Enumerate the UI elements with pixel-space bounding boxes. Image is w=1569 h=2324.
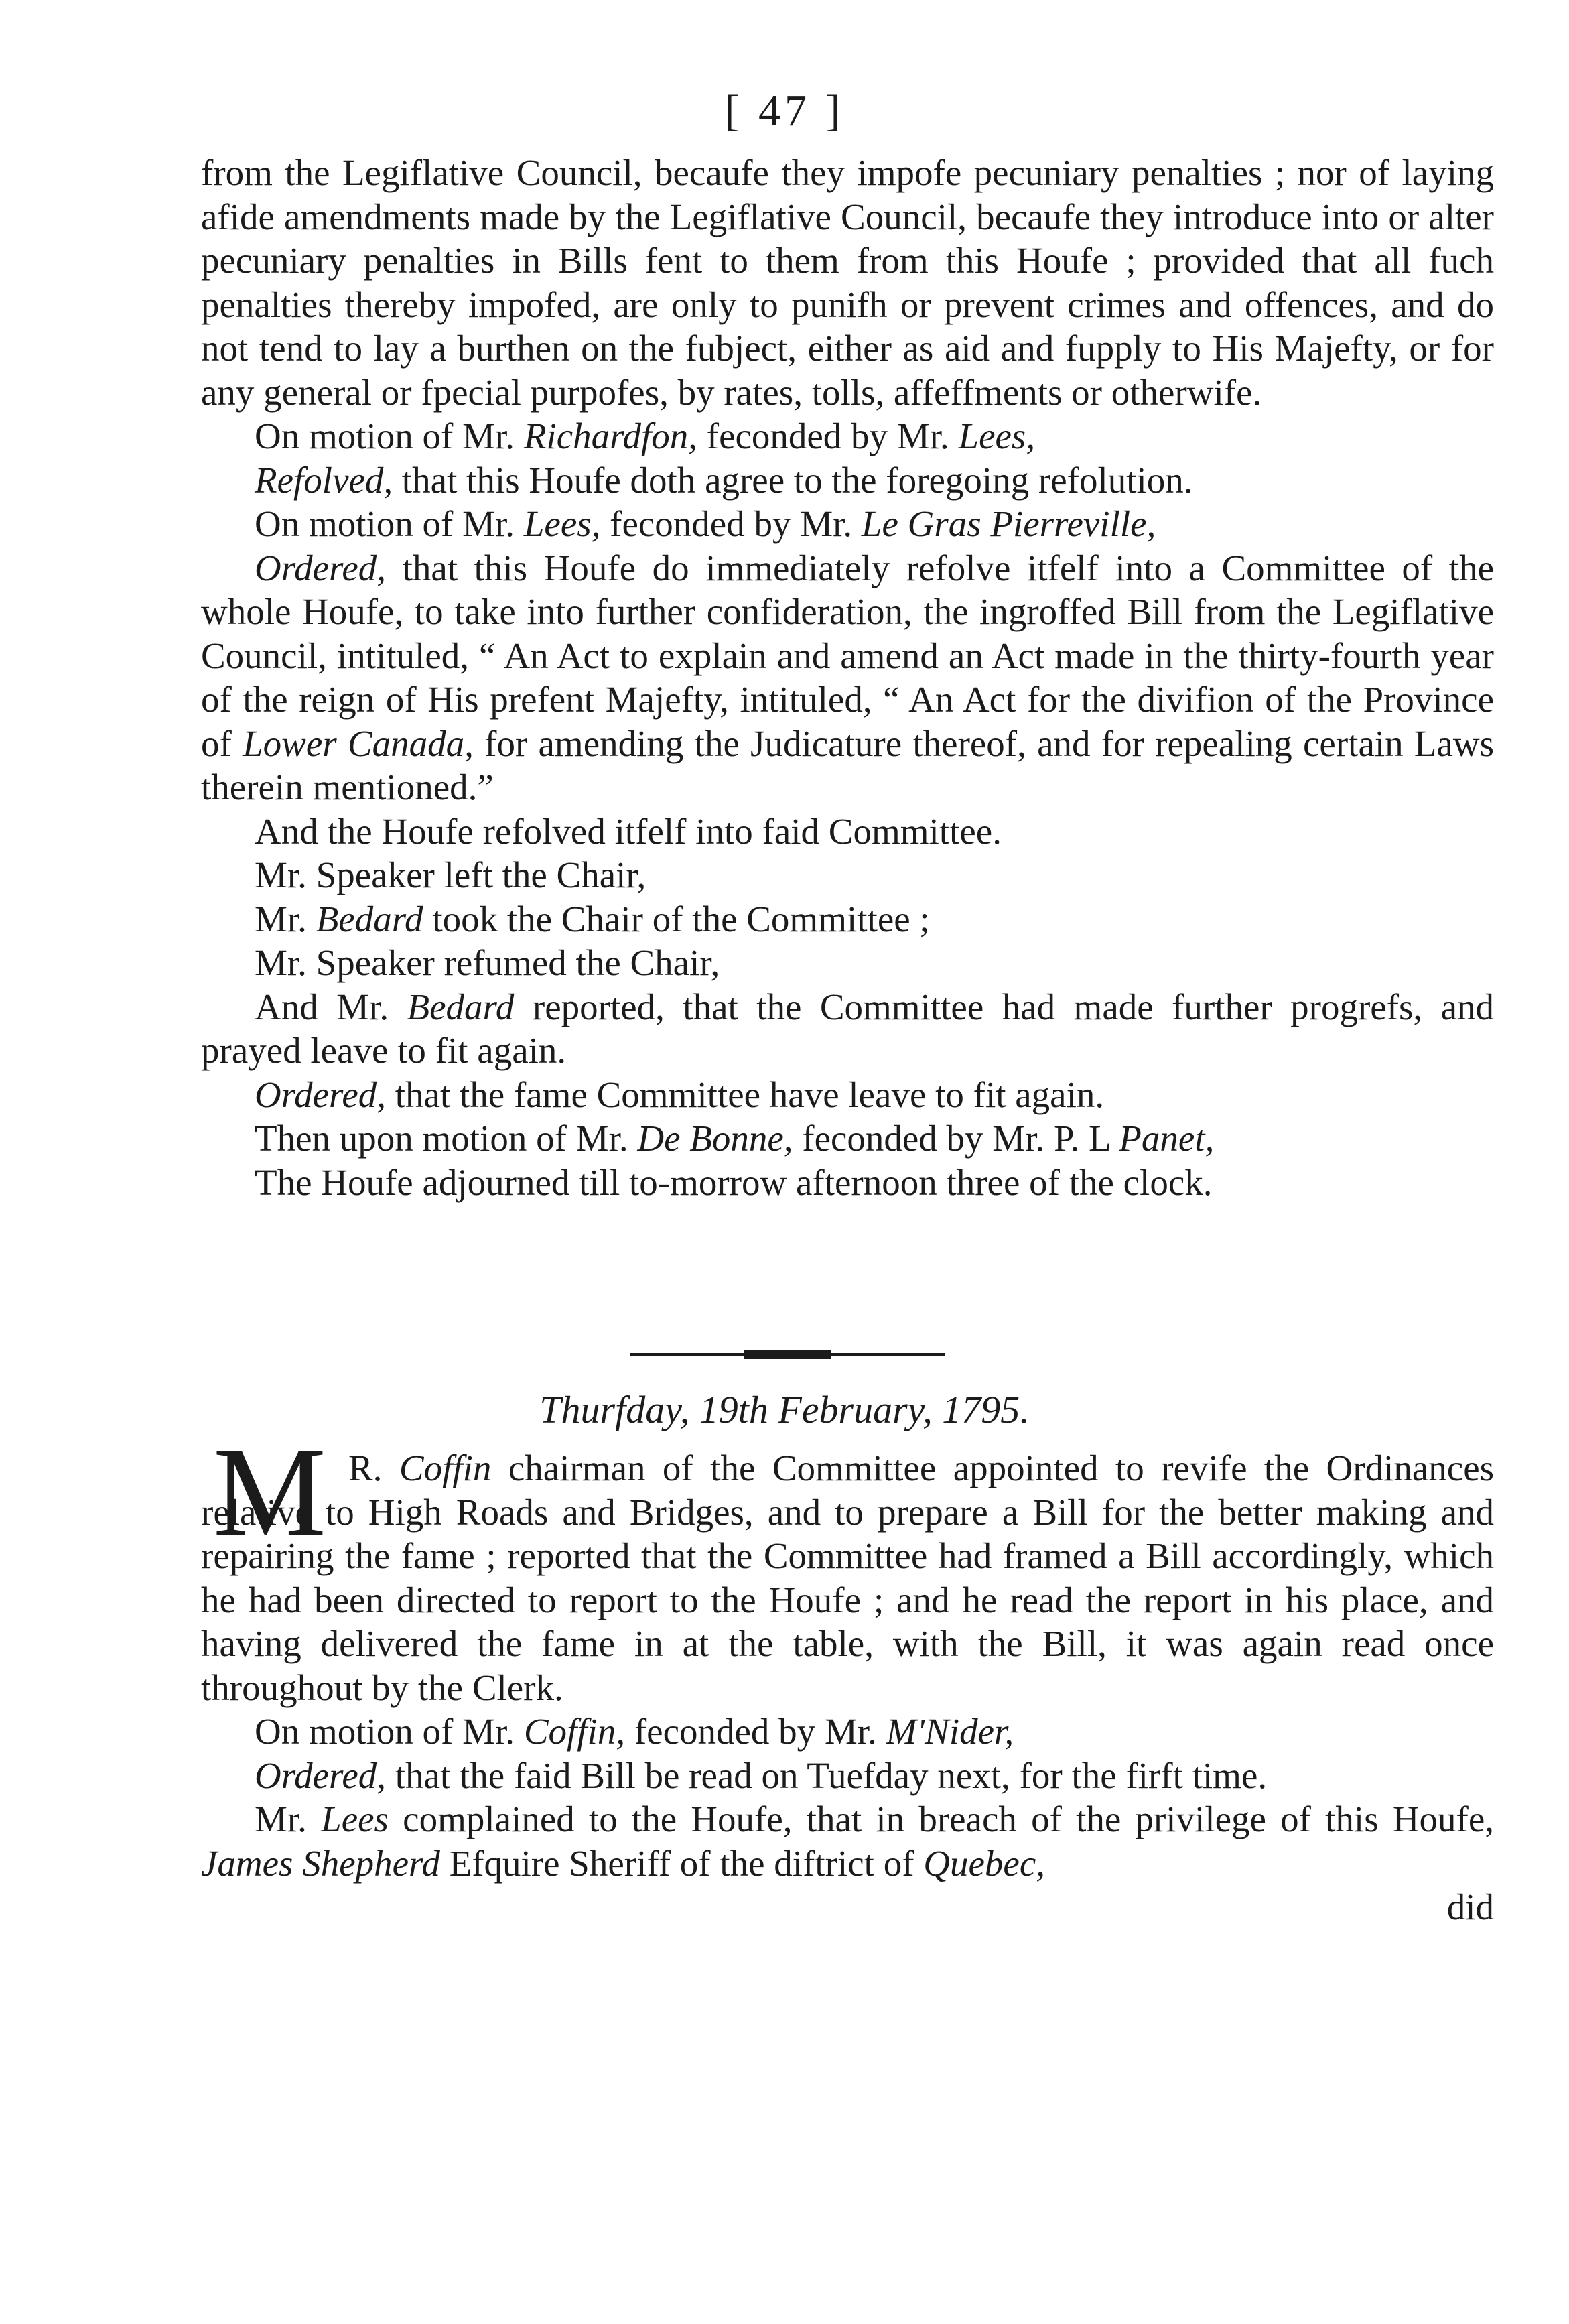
member-name: Richardfon, [523,415,697,456]
place-name: Quebec, [923,1842,1046,1884]
coffin-report-paragraph: R. Coffin chairman of the Committee appointed to revife the Ordinances relative to High Roads and Bridges, and to prepare a Bill for the better making and repairing the fame ; reported that the Committee had framed a Bill accordingly, which he had been directed to report to the Houfe ; and he read the report in his place, and having delivered the fame in at the table, with the Bill, it was again read once throughout by the Clerk. [201,1447,1495,1708]
member-name: De Bonne, [637,1118,793,1159]
page-number: [ 47 ] [724,86,845,135]
section-divider [630,1347,945,1362]
catchword: did [1446,1886,1494,1927]
member-name: Panet, [1119,1118,1215,1159]
adjournment-motion: Then upon motion of Mr. De Bonne, feconded by Mr. P. L Panet, [255,1118,1215,1159]
member-name: Lees [321,1799,389,1839]
drop-cap: M [213,1422,326,1563]
ordered-sit-again: Ordered, that the fame Committee have leave to fit again. [255,1074,1105,1115]
committee-line: Mr. Bedard took the Chair of the Committee ; [255,898,930,940]
member-name: Bedard [316,898,423,940]
motion-richardson: On motion of Mr. Richardfon, feconded by Mr. Lees, [255,415,1036,456]
committee-line: Mr. Speaker left the Chair, [255,854,646,895]
member-name: Le Gras Pierreville, [861,503,1156,544]
date-heading: Thurfday, 19th February, 1795. [539,1388,1030,1431]
privilege-complaint: Mr. Lees complained to the Houfe, that in breach of the privilege of this Houfe, James Shepherd Efquire Sheriff of the diftrict of Quebec, [201,1799,1495,1884]
member-name: Bedard [407,986,515,1027]
committee-line: And the Houfe refolved itfelf into faid Committee. [255,810,1002,852]
resolved-entry: Refolved, that this Houfe doth agree to the foregoing refolution. [255,459,1193,501]
proceedings-feb-18 [201,151,1494,1204]
committee-line: Mr. Speaker refumed the Chair, [255,942,720,983]
proceedings-feb-19 [201,1446,1494,1929]
motion-lees: On motion of Mr. Lees, feconded by Mr. Le Gras Pierreville, [255,503,1156,544]
member-name: Coffin, [523,1711,626,1752]
place-name: Lower Canada, [243,722,474,764]
member-name: Lees, [523,503,601,544]
motion-coffin: On motion of Mr. Coffin, feconded by Mr. M'Nider, [255,1711,1014,1752]
committee-report: And Mr. Bedard reported, that the Committee had made further progrefs, and prayed leave to fit again. [201,986,1495,1071]
adjournment-line: The Houfe adjourned till to-morrow afternoon three of the clock. [255,1161,1213,1203]
ordered-committee-entry: Ordered, that this Houfe do immediately refolve itfelf into a Committee of the whole Houfe, to take into further confideration, the ingroffed Bill from the Legiflative Council, intituled, “ An Act to explain and amend an Act made in the thirty-fourth year of the reign of His prefent Majefty, intituled, “ An Act for the divifion of the Province of Lower Canada, for amending the Judicature thereof, and for repealing certain Laws therein mentioned.” [201,547,1495,808]
person-name: James Shepherd [201,1842,440,1884]
member-name: M'Nider, [886,1711,1014,1752]
resolution-paragraph: from the Legiflative Council, becaufe they impofe pecuniary penalties ; nor of laying afide amendments made by the Legiflative Council, becaufe they introduce into or alter pecuniary penalties in Bills fent to them from this Houfe ; provided that all fuch penalties thereby impofed, are only to punifh or prevent crimes and offences, and do not tend to lay a burthen on the fubject, either as aid and fupply to His Majefty, or for any general or fpecial purpofes, by rates, tolls, affeffments or otherwife. [201,152,1494,413]
member-name: Coffin [399,1447,492,1488]
ordered-first-reading: Ordered, that the faid Bill be read on Tuefday next, for the firft time. [255,1754,1268,1796]
member-name: Lees, [958,415,1036,456]
